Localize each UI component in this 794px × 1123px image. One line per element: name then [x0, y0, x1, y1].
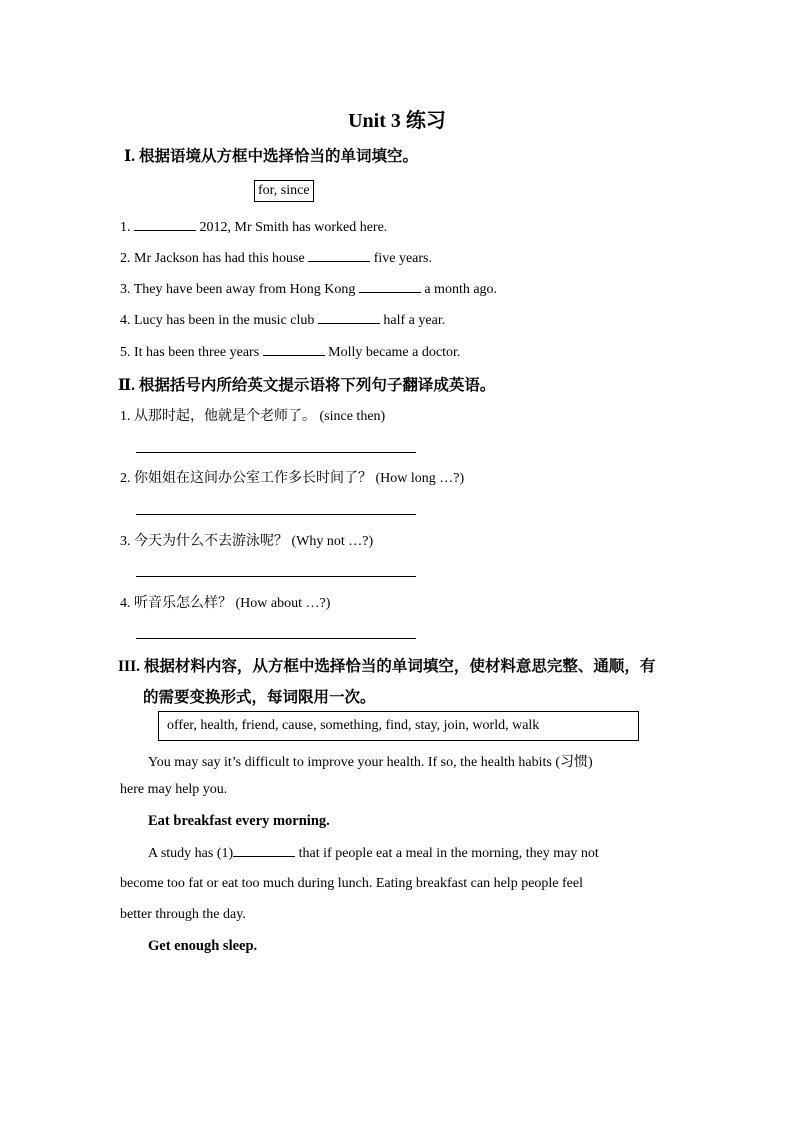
section2-item-4: 4. 听音乐怎么样？ (How about …?)	[120, 596, 331, 611]
passage-line: You may say it’s difficult to improve your health. If so, the health habits (习惯)	[148, 755, 593, 770]
answer-blank[interactable]	[308, 249, 370, 262]
section1-heading: Ⅰ. 根据语境从方框中选择恰当的单词填空。	[124, 148, 419, 165]
section2-item-1: 1. 从那时起，他就是个老师了。 (since then)	[120, 409, 386, 424]
answer-blank[interactable]	[318, 311, 380, 324]
passage-subheading: Eat breakfast every morning.	[148, 813, 330, 829]
passage-line: A study has (1) that if people eat a meal in the morning, they may not	[148, 846, 599, 861]
passage-subheading: Get enough sleep.	[148, 938, 258, 954]
section3-heading-line1: III. 根据材料内容，从方框中选择恰当的单词填空，使材料意思完整、通顺，有	[118, 658, 656, 675]
section3-heading-line2: 的需要变换形式，每词限用一次。	[143, 689, 376, 706]
section2-heading: Ⅱ. 根据括号内所给英文提示语将下列句子翻译成英语。	[118, 377, 496, 394]
page-title: Unit 3 练习	[348, 110, 446, 132]
answer-blank[interactable]	[359, 280, 421, 293]
section3-word-box: offer, health, friend, cause, something, find, stay, join, world, walk	[158, 711, 639, 741]
answer-blank[interactable]	[134, 218, 196, 231]
answer-line[interactable]	[136, 638, 416, 639]
answer-line[interactable]	[136, 514, 416, 515]
section2-item-2: 2. 你姐姐在这间办公室工作多长时间了？ (How long …?)	[120, 471, 465, 486]
passage-line: become too fat or eat too much during lunch. Eating breakfast can help people feel	[120, 876, 583, 891]
section1-word-box: for, since	[254, 180, 314, 202]
section2-item-3: 3. 今天为什么不去游泳呢？ (Why not …?)	[120, 534, 374, 549]
answer-line[interactable]	[136, 576, 416, 577]
section1-item-5: 5. It has been three years Molly became a doctor.	[120, 345, 461, 360]
section1-item-1: 1. 2012, Mr Smith has worked here.	[120, 220, 388, 235]
answer-blank[interactable]	[233, 844, 295, 857]
section1-item-4: 4. Lucy has been in the music club half a year.	[120, 313, 446, 328]
passage-line: here may help you.	[120, 782, 228, 797]
section1-item-3: 3. They have been away from Hong Kong a month ago.	[120, 282, 498, 297]
answer-blank[interactable]	[263, 343, 325, 356]
section1-item-2: 2. Mr Jackson has had this house five years.	[120, 251, 433, 266]
passage-line: better through the day.	[120, 907, 246, 922]
answer-line[interactable]	[136, 452, 416, 453]
